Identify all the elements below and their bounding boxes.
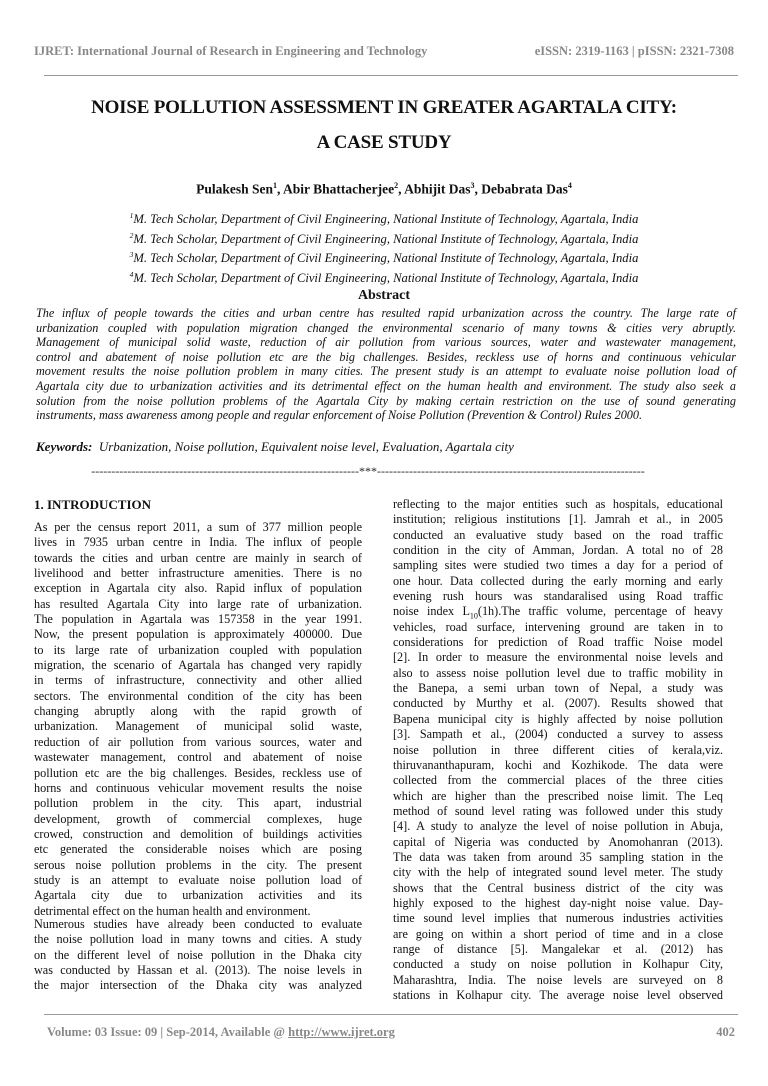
text-line [393, 727, 723, 742]
text-line: movement results the noise pollution problem in many cities. The present study is an attempt to evaluate noise pollution load of [36, 364, 736, 379]
text-line [393, 574, 723, 589]
text-segment: capital of Nigeria was conducted by Anomohanran (2013). [393, 834, 723, 849]
text-line: has resulted Agartala City into large rate of urbanization. [34, 596, 362, 611]
text-line [393, 558, 723, 573]
text-line: solution from the noise pollution problems of the Agartala City by making certain restriction on the use of sound generating [36, 393, 736, 408]
text-segment: shows that the Central business district of the city was [393, 880, 723, 895]
text-line [393, 512, 723, 527]
text-line: sectors. The environmental condition of the city has been [34, 688, 362, 703]
text-line [393, 696, 723, 711]
text-line [393, 543, 723, 558]
text-line: pollution etc are the big challenges. Besides, reckless use of [34, 765, 362, 780]
text-line: The influx of people towards the cities and urban centre has resulted rapid urbanization across the country. The large rate of [36, 306, 736, 320]
text-line: Now, the present population is approximately 400000. Due [34, 627, 362, 642]
author-superscript: 3 [470, 181, 475, 190]
text-line: pollution problem in the city. This apart, industrial [34, 796, 362, 811]
volume-text: Volume: 03 Issue: 09 | Sep-2014, Available @ [47, 1025, 289, 1039]
text-line: The population in Agartala was 157358 in the year 1991. [34, 612, 362, 627]
text-line: detrimental effect on the human health and environment. [34, 903, 311, 918]
text-segment: collected from the commercial places of the three cities [393, 773, 723, 788]
text-line [393, 988, 723, 1003]
text-line [393, 650, 723, 665]
text-segment: [3]. Sampath et al., (2004) conducted a survey to assess [393, 727, 723, 742]
text-line: urbanization coupled with population migration changed the environmental scenario of many towns & cities very abruptly. [36, 320, 736, 335]
affiliation-text: M. Tech Scholar, Department of Civil Engineering, National Institute of Technology, Agartala, India [133, 271, 639, 286]
text-line: horns and continuous vehicular movement results the noise [34, 780, 362, 795]
text-segment: noise pollution in three different cities of kerala,viz. [393, 742, 723, 757]
text-line [393, 911, 723, 926]
text-line [393, 635, 723, 650]
text-line: development, growth of commercial complexes, huge [34, 811, 362, 826]
subscript: 10 [469, 611, 478, 621]
text-line [393, 712, 723, 727]
text-line: the major intersection of the Dhaka city was analyzed [34, 978, 362, 993]
text-line: urbanization. Management of municipal solid waste, [34, 719, 362, 734]
text-line [393, 743, 723, 758]
journal-name: IJRET: International Journal of Research in Engineering and Technology [34, 44, 428, 58]
text-line: Numerous studies have already been conducted to evaluate [34, 917, 362, 931]
abstract-body [36, 306, 736, 423]
text-segment: thiruvananthapuram, kochi and Kozhikode. The data were [393, 757, 723, 772]
text-segment: conducted by Murthy et al. (2007). Results showed that [393, 696, 723, 711]
issn: eISSN: 2319-1163 | pISSN: 2321-7308 [534, 44, 734, 58]
left-column-paragraph-1 [34, 520, 362, 919]
text-segment: [2]. In order to measure the environmental noise levels and [393, 650, 723, 665]
text-line: instruments, mass awareness among people and regular enforcement of Noise Pollution (Prevention & Control) Rules 2000. [36, 408, 643, 423]
section-heading-introduction: 1. INTRODUCTION [34, 497, 152, 512]
text-line: study is an attempt to evaluate noise pollution load of [34, 872, 362, 887]
text-line: Agartala city due to urbanization activities and its [34, 888, 362, 903]
text-segment: (1h).The traffic volume, percentage of heavy [477, 604, 723, 619]
affiliation-number: 2 [129, 230, 134, 240]
text-segment: one hour. Data collected during the early morning and early [393, 573, 723, 588]
running-header [34, 44, 734, 59]
text-segment: reflecting to the major entities such as hospitals, educational [393, 497, 723, 511]
affiliation [0, 267, 768, 287]
text-segment: evening rush hours was standaralised using Road traffic [393, 589, 723, 604]
affiliation [0, 228, 768, 248]
left-column-paragraph-2 [34, 917, 362, 994]
text-line [393, 666, 723, 681]
author-separator: , [398, 181, 405, 197]
affiliation [0, 208, 768, 228]
text-line [393, 957, 723, 972]
page-number: 402 [716, 1025, 735, 1039]
text-line [393, 865, 723, 880]
text-line: on the different level of noise pollution in the Dhaka city [34, 947, 362, 962]
text-line [393, 773, 723, 788]
text-line: lives in 7935 urban centre in India. The influx of people [34, 535, 362, 550]
text-line: livelihood and better infrastructure amenities. There is no [34, 566, 362, 581]
paper-title-line-1: NOISE POLLUTION ASSESSMENT IN GREATER AGARTALA CITY: [91, 97, 677, 118]
text-line: etc generated the considerable noises which are posing [34, 842, 362, 857]
text-line: towards the cities and urban centre are mainly in search of [34, 550, 362, 565]
abstract-heading: Abstract [357, 288, 411, 303]
author-name: Abir Bhattacherjee [283, 181, 395, 197]
text-line: serous noise pollution problems in the city. The present [34, 857, 362, 872]
journal-link[interactable]: http://www.ijret.org [288, 1025, 395, 1039]
author-separator: , [474, 181, 482, 197]
text-segment: conducted a study on noise pollution in Kolhapur City, [393, 957, 723, 972]
text-segment: considerations for prediction of Road traffic Noise model [393, 635, 723, 650]
text-segment: conducted an evaluative study based on the road traffic [393, 527, 723, 542]
text-segment: time sound level implies that numerous industries activities [393, 911, 723, 926]
text-segment: condition in the city of Amman, Jordan. A total no of 28 [393, 543, 723, 558]
right-column-text [393, 497, 723, 1003]
affiliation-text: M. Tech Scholar, Department of Civil Engineering, National Institute of Technology, Agartala, India [133, 251, 639, 266]
text-segment: which are higher than the prescribed noise limit. The Leq [393, 788, 723, 803]
author-superscript: 1 [273, 181, 277, 190]
footer-rule [44, 1014, 738, 1015]
text-segment: vehicles, road surface, intervening ground are taken in to [393, 619, 723, 634]
text-line [393, 942, 723, 957]
text-line [393, 789, 723, 804]
keywords-value: Urbanization, Noise pollution, Equivalent noise level, Evaluation, Agartala city [98, 439, 514, 454]
text-line [393, 835, 723, 850]
text-line: wastewater management, control and abatement of noise [34, 750, 362, 765]
text-line: Management of municipal solid waste, reduction of air pollution from various sources, water and wastewater management, [36, 335, 736, 350]
text-segment: are going on within a short period of time and in a close [393, 926, 723, 941]
text-line [393, 681, 723, 696]
text-segment: [4]. A study to analyze the level of noise pollution in Abuja, [393, 819, 723, 834]
text-segment: Bapena municipal city is highly affected by noise pollution [393, 711, 723, 726]
text-line [393, 604, 723, 619]
affiliation-number: 3 [129, 250, 134, 260]
keywords-label: Keywords: [36, 439, 93, 454]
author-superscript: 2 [394, 181, 399, 190]
author-name: Abhijit Das [404, 181, 471, 197]
text-line: migration, the scenario of Agartala has changed very rapidly [34, 658, 362, 673]
text-segment: The data was taken from around 35 sampling station in the [393, 849, 723, 864]
text-line [393, 896, 723, 911]
text-line [393, 881, 723, 896]
text-segment: the Banepa, a semi urban town of Nepal, a study was [393, 681, 723, 696]
affiliation-text: M. Tech Scholar, Department of Civil Engineering, National Institute of Technology, Agartala, India [133, 231, 639, 246]
author-superscript: 4 [567, 181, 572, 190]
text-segment: also to assess noise pollution level due to traffic mobility in [393, 665, 723, 680]
section-separator: -------------------------------------------------------------------***------------------------------------------------------------------- [91, 464, 645, 478]
text-line: As per the census report 2011, a sum of 377 million people [34, 520, 362, 534]
text-line: Agartala city due to urbanization activities and its detrimental effect on the human health and environment. The study also seek a [36, 378, 736, 393]
text-segment: Maharashtra, India. The noise levels are surveyed on 8 [393, 972, 723, 987]
footer-volume-info [47, 1025, 395, 1040]
running-footer [47, 1025, 735, 1040]
text-line: in terms of infrastructure, connectivity and other allied [34, 673, 362, 688]
text-line [393, 927, 723, 942]
text-line [393, 758, 723, 773]
paper-title-line-2: A CASE STUDY [316, 132, 452, 153]
keywords [36, 439, 514, 455]
text-line [393, 973, 723, 988]
text-line: reduction of air pollution from various sources, water and [34, 734, 362, 749]
header-rule [44, 75, 738, 76]
affiliation-text: M. Tech Scholar, Department of Civil Engineering, National Institute of Technology, Agartala, India [133, 212, 639, 227]
text-segment: highly exposed to the highest day-night noise value. Day- [393, 895, 723, 910]
text-line [393, 528, 723, 543]
text-line: crowed, construction and demolition of buildings activities [34, 826, 362, 841]
affiliation-number: 1 [129, 211, 134, 220]
text-segment: sampling sites were studied two times a day for a period of [393, 558, 723, 573]
affiliation-list [0, 208, 768, 287]
author-name: Debabrata Das [481, 181, 568, 197]
author-list [0, 181, 768, 198]
text-segment: range of distance [5]. Mangalekar et al. (2012) has [393, 941, 723, 956]
text-line [393, 620, 723, 635]
text-segment: institution; religious institutions [1]. Jamrah et al., in 2005 [393, 512, 723, 527]
text-line: the noise pollution load in many towns and cities. A study [34, 932, 362, 947]
text-line [393, 497, 723, 512]
text-segment: city with the help of integrated sound level meter. The study [393, 865, 723, 880]
text-line [393, 850, 723, 865]
author-separator: , [277, 181, 284, 197]
text-segment: stations in Kolhapur city. The average noise level observed [393, 988, 723, 1002]
affiliation [0, 247, 768, 267]
text-line: changing abruptly along with the rapid growth of [34, 704, 362, 719]
text-line: exception in Agartala city also. Rapid influx of population [34, 581, 362, 596]
text-segment: method of sound level rating was followed under this study [393, 803, 723, 818]
text-line [393, 589, 723, 604]
text-line [393, 804, 723, 819]
text-line: control and abatement of noise pollution etc are the big challenges. Besides, reckless use of horns and continuous vehicular [36, 349, 736, 364]
text-line: to its large rate of urbanization coupled with population [34, 642, 362, 657]
text-segment: noise index L [393, 604, 470, 619]
text-line: was conducted by Hassan et al. (2013). The noise levels in [34, 963, 362, 978]
author-name: Pulakesh Sen [196, 181, 273, 197]
text-line [393, 819, 723, 834]
affiliation-number: 4 [129, 270, 134, 280]
